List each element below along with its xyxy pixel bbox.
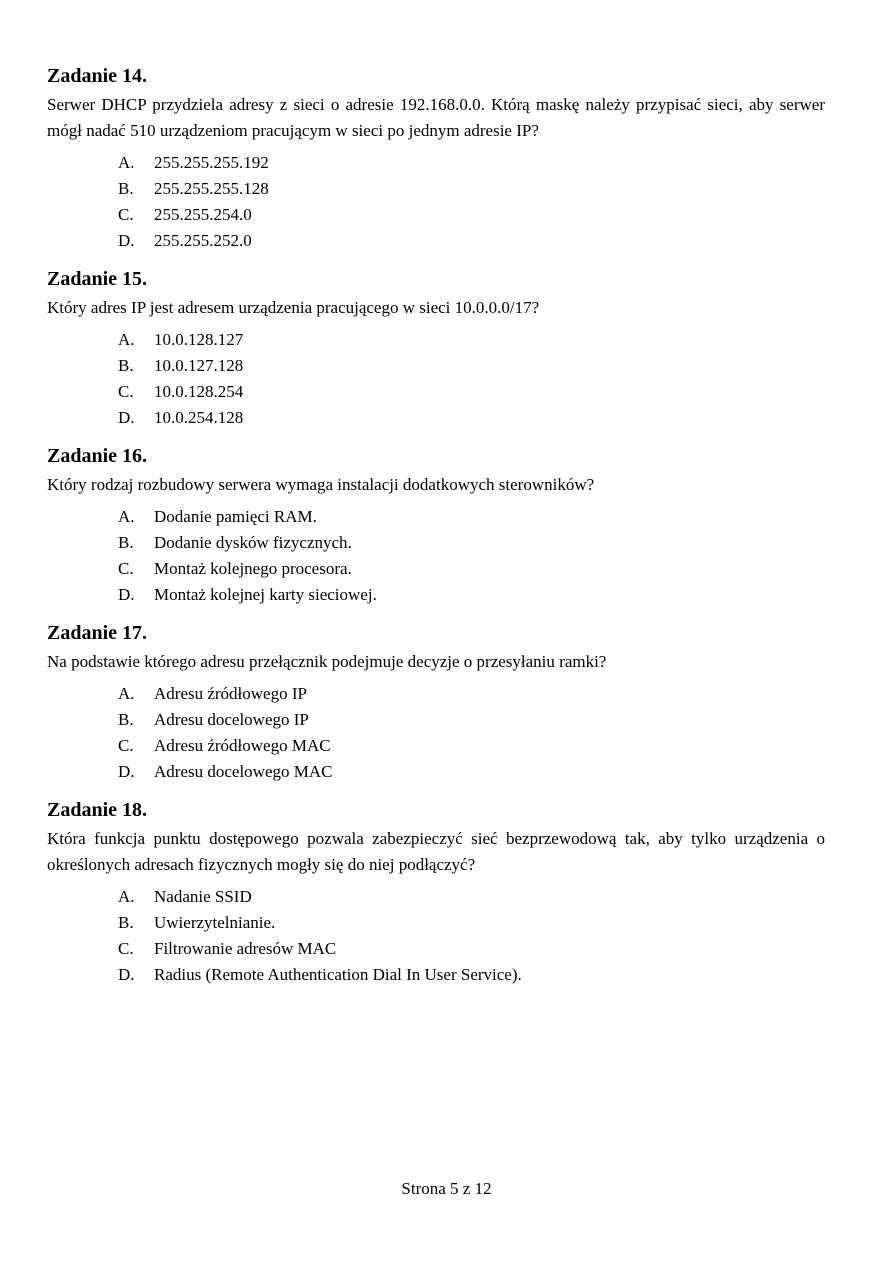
answer-text: Adresu docelowego MAC: [154, 762, 333, 781]
task-14: [47, 64, 825, 254]
answer-letter: D.: [118, 231, 135, 250]
answer-text: Dodanie dysków fizycznych.: [154, 533, 352, 552]
answer-list: [47, 150, 825, 254]
answer-letter: C.: [118, 559, 134, 578]
task-16: [47, 444, 825, 608]
answer-text: 255.255.252.0: [154, 231, 252, 250]
answer-text: 10.0.128.127: [154, 330, 244, 349]
answer-option-a: [118, 504, 825, 530]
task-question: Która funkcja punktu dostępowego pozwala zabezpieczyć sieć bezprzewodową tak, aby tylko urządzenia o określonych adresach fizycznych mogły się do niej podłączyć?: [47, 829, 825, 874]
answer-option-b: [118, 353, 825, 379]
answer-letter: C.: [118, 205, 134, 224]
answer-letter: D.: [118, 762, 135, 781]
answer-list: [47, 884, 825, 988]
answer-list: [47, 504, 825, 608]
answer-option-c: [118, 556, 825, 582]
answer-letter: A.: [118, 684, 135, 703]
answer-letter: A.: [118, 330, 135, 349]
answer-text: Filtrowanie adresów MAC: [154, 939, 337, 958]
answer-text: Adresu źródłowego IP: [154, 684, 307, 703]
task-15: [47, 267, 825, 431]
task-question: Który rodzaj rozbudowy serwera wymaga instalacji dodatkowych sterowników?: [47, 475, 595, 494]
answer-option-b: [118, 910, 825, 936]
answer-text: 255.255.255.192: [154, 153, 269, 172]
task-title: Zadanie 16.: [47, 445, 148, 467]
answer-option-c: [118, 202, 825, 228]
answer-letter: B.: [118, 710, 134, 729]
answer-option-a: [118, 681, 825, 707]
answer-text: Uwierzytelnianie.: [154, 913, 276, 932]
page-number: Strona 5 z 12: [401, 1179, 492, 1198]
answer-option-a: [118, 150, 825, 176]
answer-text: Adresu źródłowego MAC: [154, 736, 331, 755]
answer-option-a: [118, 884, 825, 910]
answer-option-d: [118, 962, 825, 988]
answer-option-d: [118, 582, 825, 608]
exam-page: [47, 64, 825, 1001]
answer-letter: C.: [118, 939, 134, 958]
task-title: Zadanie 15.: [47, 268, 148, 290]
answer-option-d: [118, 759, 825, 785]
task-title: Zadanie 17.: [47, 622, 148, 644]
task-title: Zadanie 14.: [47, 65, 148, 87]
answer-text: 10.0.254.128: [154, 408, 244, 427]
answer-text: 255.255.255.128: [154, 179, 269, 198]
answer-letter: B.: [118, 913, 134, 932]
answer-letter: C.: [118, 382, 134, 401]
answer-text: Nadanie SSID: [154, 887, 252, 906]
answer-text: 255.255.254.0: [154, 205, 252, 224]
answer-text: 10.0.127.128: [154, 356, 244, 375]
answer-letter: D.: [118, 965, 135, 984]
answer-text: Radius (Remote Authentication Dial In User Service).: [154, 965, 522, 984]
answer-option-c: [118, 733, 825, 759]
answer-letter: A.: [118, 887, 135, 906]
answer-letter: D.: [118, 408, 135, 427]
answer-option-b: [118, 530, 825, 556]
answer-letter: C.: [118, 736, 134, 755]
answer-option-b: [118, 176, 825, 202]
answer-list: [47, 327, 825, 431]
answer-option-a: [118, 327, 825, 353]
task-18: [47, 798, 825, 988]
answer-list: [47, 681, 825, 785]
answer-letter: A.: [118, 153, 135, 172]
answer-option-d: [118, 405, 825, 431]
answer-letter: B.: [118, 533, 134, 552]
answer-option-b: [118, 707, 825, 733]
answer-text: Adresu docelowego IP: [154, 710, 309, 729]
answer-option-c: [118, 379, 825, 405]
answer-text: 10.0.128.254: [154, 382, 244, 401]
answer-text: Montaż kolejnej karty sieciowej.: [154, 585, 377, 604]
answer-text: Montaż kolejnego procesora.: [154, 559, 352, 578]
task-question: Który adres IP jest adresem urządzenia pracującego w sieci 10.0.0.0/17?: [47, 298, 540, 317]
answer-option-d: [118, 228, 825, 254]
task-question: Na podstawie którego adresu przełącznik podejmuje decyzje o przesyłaniu ramki?: [47, 652, 607, 671]
answer-letter: B.: [118, 356, 134, 375]
task-17: [47, 621, 825, 785]
answer-letter: D.: [118, 585, 135, 604]
answer-text: Dodanie pamięci RAM.: [154, 507, 317, 526]
task-title: Zadanie 18.: [47, 799, 148, 821]
answer-letter: A.: [118, 507, 135, 526]
task-question: Serwer DHCP przydziela adresy z sieci o adresie 192.168.0.0. Którą maskę należy przypisać sieci, aby serwer mógł nadać 510 urządzeniom pracującym w sieci po jednym adresie IP?: [47, 95, 825, 140]
answer-letter: B.: [118, 179, 134, 198]
answer-option-c: [118, 936, 825, 962]
